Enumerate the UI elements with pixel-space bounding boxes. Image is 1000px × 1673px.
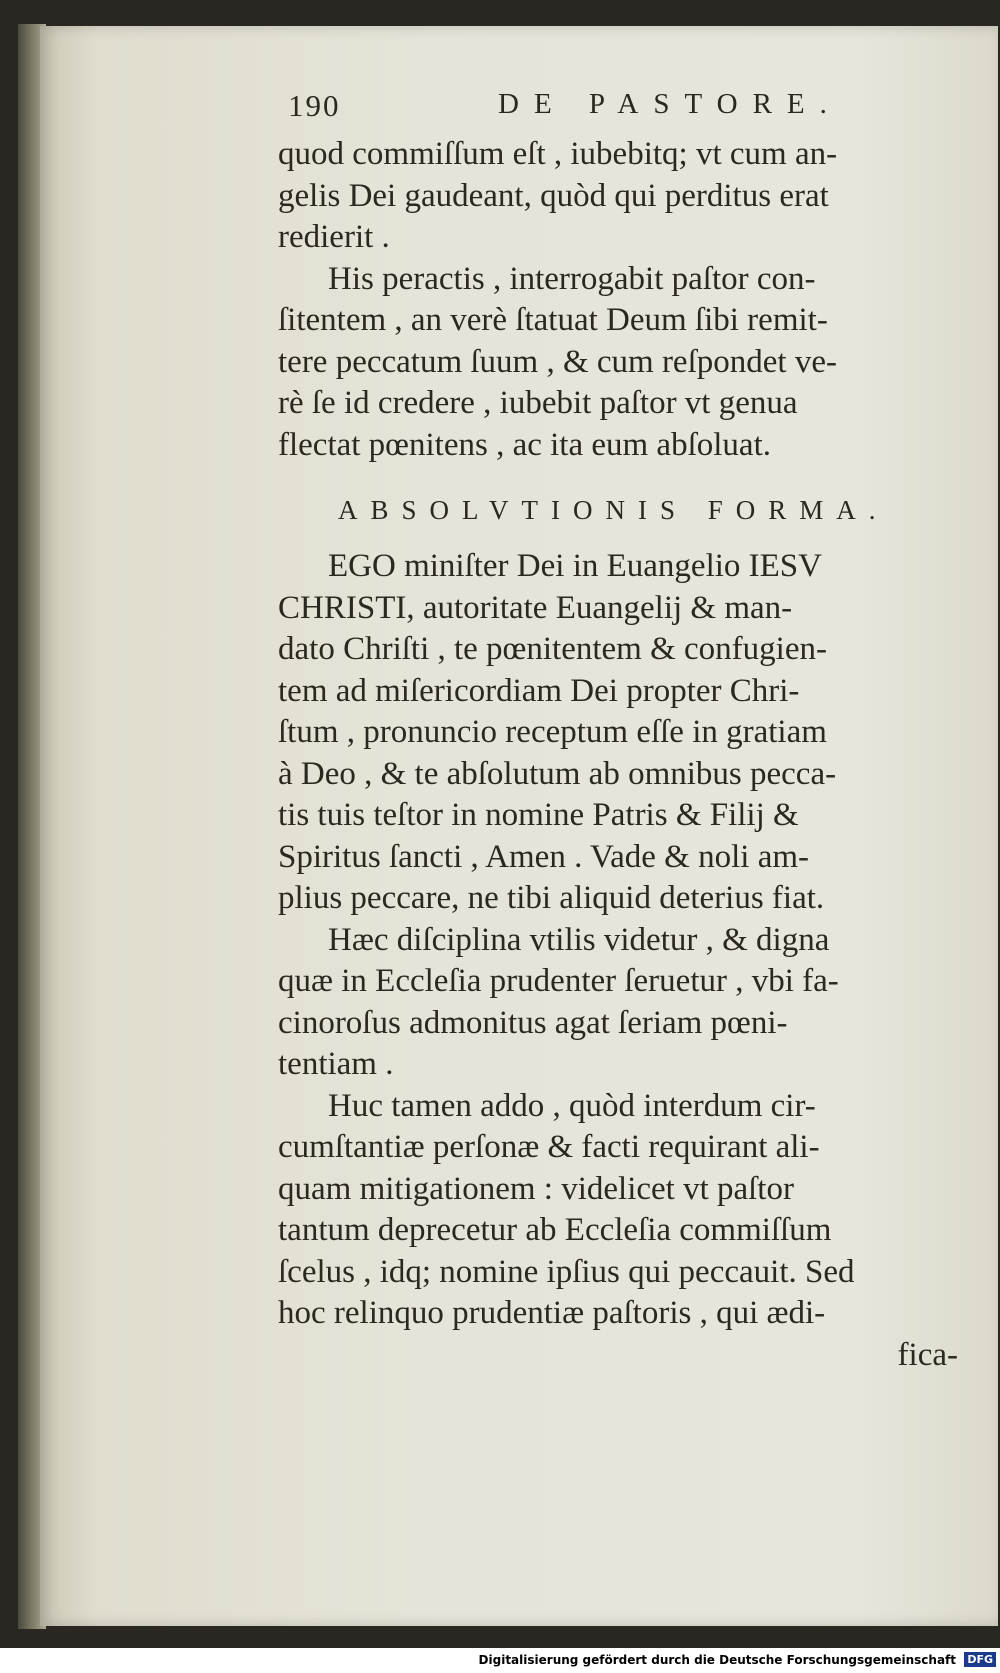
dfg-logo: DFG (964, 1652, 996, 1667)
footer-bar (0, 1648, 1000, 1673)
text-line: quæ in Eccleſia prudenter ſeruetur , vbi fa- (278, 963, 839, 999)
page-number: 190 (288, 88, 341, 123)
text-line: Spiritus ſancti , Amen . Vade & noli am- (278, 838, 809, 875)
absolution-formula (278, 546, 978, 920)
funding-credit: Digitalisierung gefördert durch die Deutsche Forschungsgemeinschaft (478, 1653, 956, 1667)
text-line: quam mitigationem : videlicet vt paſtor (278, 1170, 794, 1207)
text-line: flectat pœnitens , ac ita eum abſoluat. (278, 426, 771, 463)
text-line: à Deo , & te abſolutum ab omnibus pecca- (278, 755, 837, 792)
text-line: EGO miniſter Dei in Euangelio IESV (328, 548, 822, 584)
text-line: plius peccare, ne tibi aliquid deterius fiat. (278, 880, 825, 916)
text-line: His peractis , interrogabit paſtor con- (328, 260, 816, 297)
text-line: cinoroſus admonitus agat ſeriam pœni- (278, 1004, 788, 1041)
page-text-block (278, 88, 978, 1376)
text-line: redierit . (278, 219, 390, 255)
text-line: tentiam . (278, 1046, 394, 1082)
running-title: DE PASTORE. (498, 88, 842, 120)
text-line: gelis Dei gaudeant, quòd qui perditus erat (278, 177, 829, 214)
text-line: hoc relinquo prudentiæ paſtoris , qui ædi- (278, 1295, 826, 1331)
text-line: ſtum , pronuncio receptum eſſe in gratiam (278, 714, 827, 750)
text-line: ſitentem , an verè ſtatuat Deum ſibi remit- (278, 302, 828, 338)
text-line: tere peccatum ſuum , & cum reſpondet ve- (278, 343, 837, 380)
text-line: tis tuis teſtor in nomine Patris & Filij & (278, 797, 799, 833)
text-line: Hæc diſciplina vtilis videtur , & digna (328, 921, 830, 958)
text-line: quod commiſſum eſt , iubebitq; vt cum an- (278, 136, 838, 172)
text-line: Huc tamen addo , quòd interdum cir- (328, 1087, 816, 1124)
text-line: dato Chriſti , te pœnitentem & confugien- (278, 631, 827, 667)
text-line: tem ad miſericordiam Dei propter Chri- (278, 672, 800, 709)
paragraph-1 (278, 134, 978, 259)
text-line: cumſtantiæ perſonæ & facti requirant ali- (278, 1129, 820, 1165)
paragraph-4 (278, 1086, 978, 1335)
section-heading: ABSOLVTIONIS FORMA. (338, 495, 889, 525)
page-header (278, 88, 978, 134)
text-line: CHRISTI, autoritate Euangelij & man- (278, 589, 793, 626)
text-line: tantum deprecetur ab Eccleſia commiſſum (278, 1212, 832, 1248)
catchword: fica- (897, 1336, 958, 1373)
text-line: ſcelus , idq; nomine ipſius qui peccauit. Sed (278, 1253, 855, 1290)
text-line: rè ſe id credere , iubebit paſtor vt genua (278, 385, 798, 421)
paragraph-2 (278, 259, 978, 467)
paragraph-3 (278, 920, 978, 1086)
